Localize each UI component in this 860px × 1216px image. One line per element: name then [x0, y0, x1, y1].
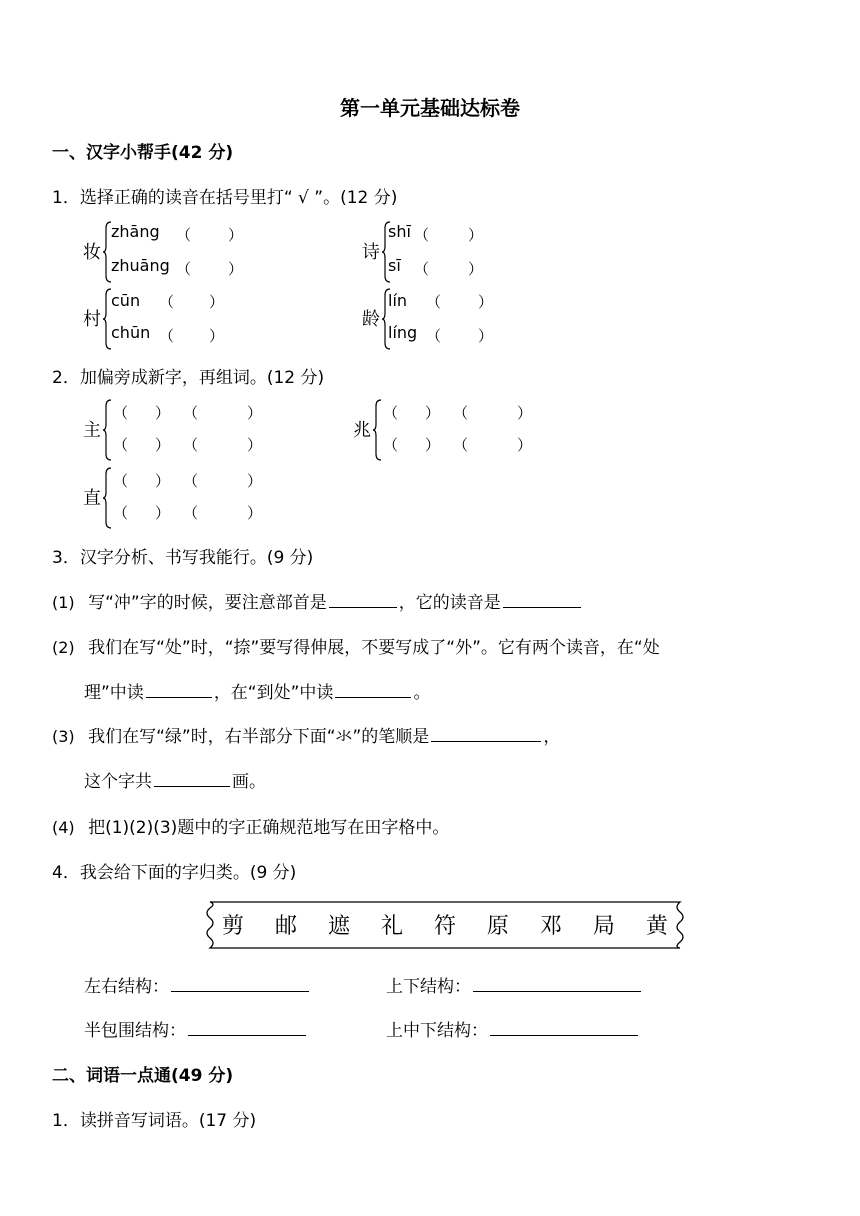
- sub-item-2-cont: [84, 678, 430, 703]
- group-char: 诗: [362, 242, 380, 263]
- sort-char: 邮: [274, 914, 297, 939]
- answer-paren-right: ）: [425, 436, 441, 454]
- answer-paren-left: （: [176, 260, 192, 278]
- answer-paren-right: ）: [478, 327, 494, 345]
- radical-group-zhi: [83, 466, 303, 530]
- answer-paren-left: （: [176, 226, 192, 244]
- answer-blank[interactable]: [490, 1017, 638, 1036]
- pinyin-option: zhuāng: [111, 256, 170, 275]
- sort-char: 黄: [645, 914, 668, 939]
- brace-icon: [373, 398, 383, 462]
- answer-paren-left: （: [383, 404, 399, 422]
- answer-paren-right: ）: [247, 504, 263, 522]
- answer-paren-left: （: [414, 226, 430, 244]
- item-number: (1): [52, 593, 75, 612]
- sort-char: 符: [433, 914, 456, 939]
- pinyin-group-shi: [362, 220, 562, 284]
- answer-paren-left: （: [426, 327, 442, 345]
- answer-paren-right: ）: [517, 404, 533, 422]
- item-text: 写“冲”字的时候，要注意部首是: [88, 593, 327, 613]
- group-char: 直: [83, 488, 101, 509]
- pinyin-option: lín: [388, 291, 408, 310]
- question-1-text: 1．选择正确的读音在括号里打“ √ ”。(12 分): [52, 188, 398, 208]
- item-text: 画。: [232, 772, 266, 792]
- answer-paren-left: （: [113, 472, 129, 490]
- item-text: 理”中读: [84, 683, 144, 703]
- pinyin-option: chūn: [111, 323, 151, 342]
- item-text: ，它的读音是: [398, 593, 501, 613]
- pinyin-group-ling: [362, 287, 562, 351]
- answer-paren-right: ）: [468, 226, 484, 244]
- item-text: ，: [543, 727, 561, 747]
- answer-paren-left: （: [113, 404, 129, 422]
- pinyin-option: shī: [388, 222, 411, 241]
- answer-paren-left: （: [414, 260, 430, 278]
- page-title: 第一单元基础达标卷: [340, 96, 520, 120]
- question-2-text: 2．加偏旁成新字，再组词。(12 分): [52, 368, 325, 388]
- answer-paren-left: （: [426, 293, 442, 311]
- item-number: (2): [52, 638, 75, 657]
- radical-group-zhao: [353, 398, 573, 462]
- character-list: [222, 909, 668, 940]
- sub-item-4: [52, 813, 449, 838]
- character-box: [204, 898, 686, 952]
- answer-paren-left: （: [113, 504, 129, 522]
- answer-blank[interactable]: [146, 679, 212, 698]
- pinyin-option: sī: [388, 256, 401, 275]
- category-label: 上下结构：: [386, 977, 471, 997]
- section-heading-1: 一、汉字小帮手(42 分): [52, 143, 234, 163]
- answer-blank[interactable]: [503, 589, 581, 608]
- radical-group-zhu: [83, 398, 303, 462]
- section2-question-1-text: 1．读拼音写词语。(17 分): [52, 1111, 257, 1131]
- item-text: 我们在写“绿”时，右半部分下面“氺”的笔顺是: [88, 727, 430, 747]
- sort-char: 原: [486, 914, 509, 939]
- pinyin-group-zhuang: [83, 220, 283, 284]
- answer-paren-left: （: [183, 404, 199, 422]
- answer-blank[interactable]: [335, 679, 411, 698]
- answer-paren-right: ）: [209, 327, 225, 345]
- sub-item-3: [52, 722, 560, 747]
- category-top-middle-bottom: [386, 1016, 640, 1041]
- answer-paren-right: ）: [155, 472, 171, 490]
- pinyin-option: zhāng: [111, 222, 160, 241]
- group-char: 主: [83, 420, 101, 441]
- sort-char: 局: [592, 914, 615, 939]
- answer-paren-right: ）: [517, 436, 533, 454]
- pinyin-group-cun: [83, 287, 283, 351]
- sub-item-1: [52, 588, 583, 613]
- question-3-text: 3．汉字分析、书写我能行。(9 分): [52, 548, 314, 568]
- brace-icon: [103, 466, 113, 530]
- sort-char: 剪: [222, 914, 245, 939]
- answer-blank[interactable]: [431, 723, 541, 742]
- category-left-right: [84, 972, 311, 997]
- answer-paren-left: （: [159, 327, 175, 345]
- answer-blank[interactable]: [154, 768, 230, 787]
- pinyin-option: líng: [388, 323, 418, 342]
- sub-item-3-cont: [84, 767, 266, 792]
- item-number: (3): [52, 727, 75, 746]
- sort-char: 遮: [327, 914, 350, 939]
- pinyin-option: cūn: [111, 291, 141, 310]
- question-4-text: 4．我会给下面的字归类。(9 分): [52, 863, 297, 883]
- item-text: 我们在写“处”时，“捺”要写得伸展，不要写成了“外”。它有两个读音，在“处: [88, 638, 660, 658]
- item-text: 这个字共: [84, 772, 152, 792]
- answer-paren-right: ）: [228, 260, 244, 278]
- answer-blank[interactable]: [473, 973, 641, 992]
- category-half-surround: [84, 1016, 308, 1041]
- category-top-bottom: [386, 972, 643, 997]
- category-label: 半包围结构：: [84, 1021, 186, 1041]
- answer-paren-right: ）: [228, 226, 244, 244]
- group-char: 村: [83, 309, 101, 330]
- sort-char: 邓: [539, 914, 562, 939]
- category-label: 左右结构：: [84, 977, 169, 997]
- answer-paren-right: ）: [155, 504, 171, 522]
- item-text: 。: [413, 683, 431, 703]
- group-char: 兆: [353, 420, 371, 441]
- item-text: 把(1)(2)(3)题中的字正确规范地写在田字格中。: [88, 818, 450, 838]
- answer-paren-left: （: [159, 293, 175, 311]
- answer-paren-left: （: [383, 436, 399, 454]
- item-text: ，在“到处”中读: [213, 683, 334, 703]
- answer-paren-left: （: [183, 504, 199, 522]
- answer-paren-right: ）: [247, 404, 263, 422]
- answer-paren-left: （: [113, 436, 129, 454]
- answer-blank[interactable]: [329, 589, 397, 608]
- sort-char: 礼: [380, 914, 403, 939]
- answer-paren-right: ）: [155, 436, 171, 454]
- sub-item-2: [52, 633, 660, 658]
- brace-icon: [103, 398, 113, 462]
- category-label: 上中下结构：: [386, 1021, 488, 1041]
- answer-paren-left: （: [453, 436, 469, 454]
- answer-paren-left: （: [183, 472, 199, 490]
- answer-paren-right: ）: [247, 436, 263, 454]
- section-heading-2: 二、词语一点通(49 分): [52, 1066, 234, 1086]
- answer-paren-left: （: [453, 404, 469, 422]
- item-number: (4): [52, 818, 75, 837]
- answer-paren-right: ）: [478, 293, 494, 311]
- answer-paren-right: ）: [155, 404, 171, 422]
- answer-paren-right: ）: [468, 260, 484, 278]
- answer-paren-left: （: [183, 436, 199, 454]
- group-char: 龄: [362, 309, 380, 330]
- answer-paren-right: ）: [247, 472, 263, 490]
- answer-paren-right: ）: [425, 404, 441, 422]
- answer-blank[interactable]: [171, 973, 309, 992]
- answer-blank[interactable]: [188, 1017, 306, 1036]
- group-char: 妆: [83, 242, 101, 263]
- answer-paren-right: ）: [209, 293, 225, 311]
